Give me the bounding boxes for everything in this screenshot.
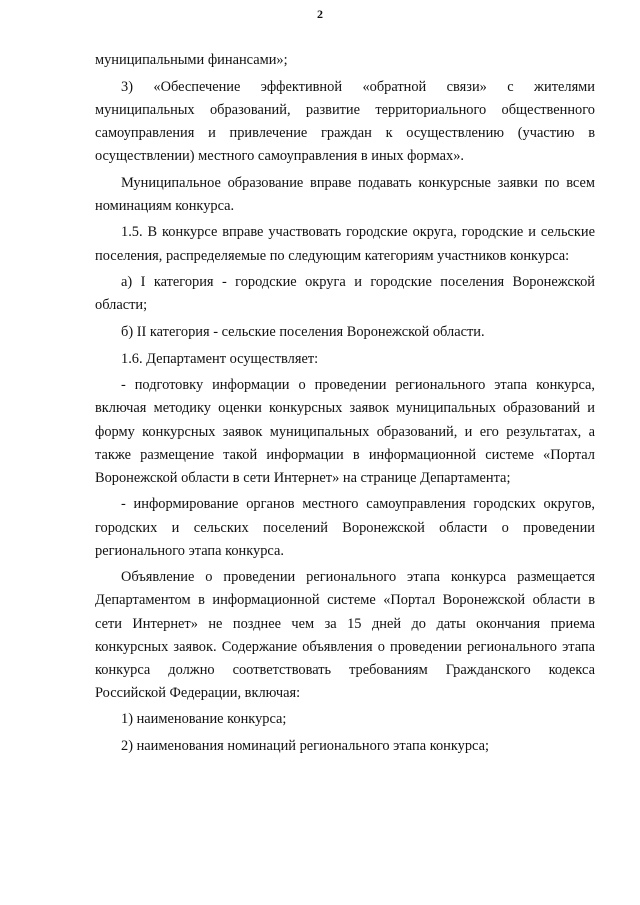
paragraph-continuation: муниципальными финансами»; [95, 52, 288, 68]
paragraph-1-6: 1.6. Департамент осуществляет: [121, 350, 319, 367]
list-item-1: 1) наименование конкурса; [121, 711, 287, 728]
paragraph-applications: Муниципальное образование вправе подавать конкурсные заявки по всем номинациям конкурса. [95, 174, 595, 214]
paragraph-preparation: - подготовку информации о проведении регионального этапа конкурса, включая методику оценки конкурсных заявок муниципальных образований и форму конкурсных заявок муниципальных образований, и его результатах, а также размещение такой информации в информационной системе «Портал Воронежской области в сети Интернет» на странице Департамента; [95, 377, 595, 486]
paragraph-nomination-3: 3) «Обеспечение эффективной «обратной связи» с жителями муниципальных образований, развитие территориального общественного самоуправления и привлечение граждан к осуществлению (участию в осуществлении) местного самоуправления в иных формах». [95, 78, 595, 164]
paragraph-informing: - информирование органов местного самоуправления городских округов, городских и сельских поселений Воронежской области о проведении регионального этапа конкурса. [95, 496, 595, 559]
page-number: 2 [317, 7, 323, 21]
document-body [95, 49, 595, 758]
paragraph-category-2: б) II категория - сельские поселения Воронежской области. [121, 324, 485, 340]
paragraph-announcement: Объявление о проведении регионального этапа конкурса размещается Департаментом в информационной системе «Портал Воронежской области в сети Интернет» не позднее чем за 15 дней до даты окончания приема конкурсных заявок. Содержание объявления о проведении регионального этапа конкурса должно соответствовать требованиям Гражданского кодекса Российской Федерации, включая: [95, 569, 595, 701]
paragraph-1-5: 1.5. В конкурсе вправе участвовать городские округа, городские и сельские поселения, распределяемые по следующим категориям участников конкурса: [95, 224, 595, 264]
paragraph-category-1: а) I категория - городские округа и городские поселения Воронежской области; [95, 274, 595, 314]
list-item-2: 2) наименования номинаций регионального этапа конкурса; [121, 738, 489, 755]
